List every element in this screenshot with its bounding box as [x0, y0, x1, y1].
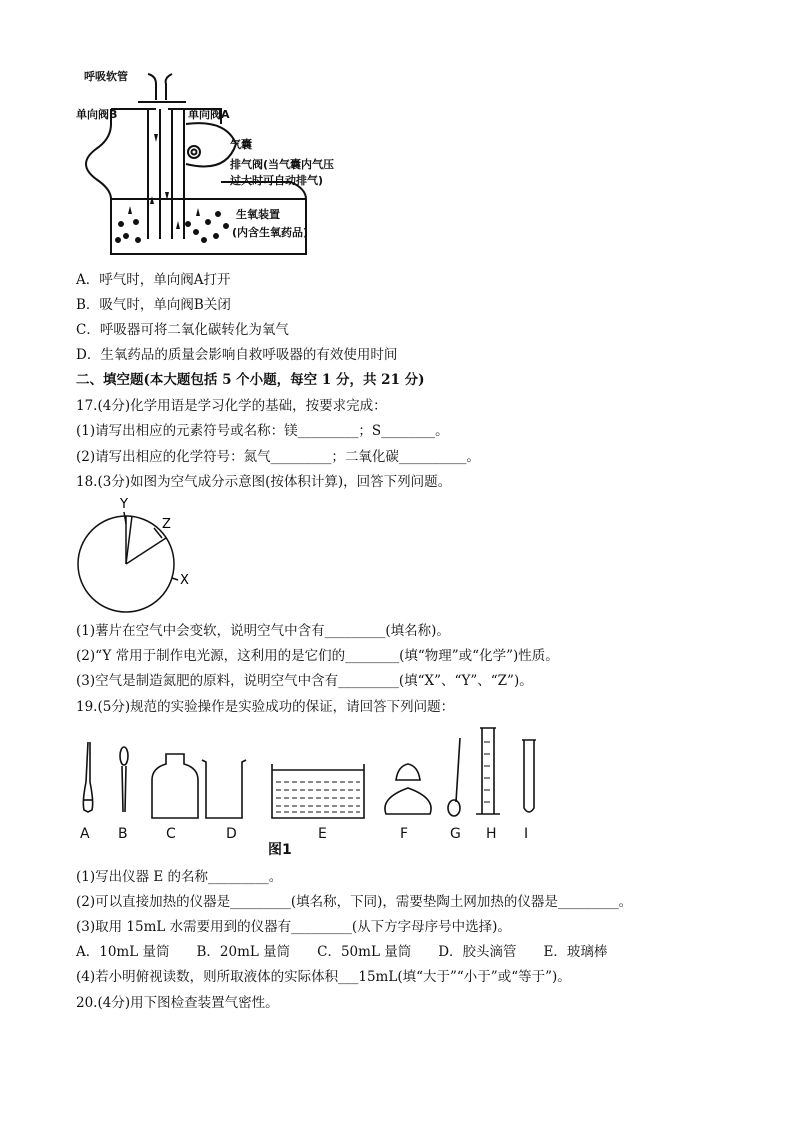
q16-option-a: A．呼气时，单向阀A打开 — [76, 272, 231, 288]
q19-part-4: (4)若小明俯视读数，则所取液体的实际体积___15mL(填“大于”“小于”或“等于”)。 — [76, 969, 571, 985]
q16-option-b: B．吸气时，单向阀B关闭 — [76, 297, 231, 313]
instrument-c-label: C — [166, 826, 176, 842]
valve-b-label: 单向阀B — [76, 108, 118, 121]
hose-label: 呼吸软管 — [84, 70, 128, 83]
q19-part-3: (3)取用 15mL 水需要用到的仪器有_________(从下方字母序号中选择)。 — [76, 919, 511, 935]
q18-part-1: (1)薯片在空气中会变软，说明空气中含有_________(填名称)。 — [76, 623, 450, 639]
oxygen-label-2: (内含生氧药品) — [232, 226, 309, 239]
q17-stem: 17.(4分)化学用语是学习化学的基础，按要求完成： — [76, 398, 387, 414]
breathing-apparatus-figure — [76, 64, 366, 264]
q16-option-d: D．生氧药品的质量会影响自救呼吸器的有效使用时间 — [76, 347, 398, 363]
q20-stem: 20.(4分)用下图检查装置气密性。 — [76, 995, 279, 1011]
pie-label-x: X — [180, 573, 189, 588]
exhaust-label-1: 排气阀(当气囊内气压 — [230, 158, 335, 171]
section-2-title: 二、填空题(本大题包括 5 个小题，每空 1 分，共 21 分) — [76, 372, 425, 388]
instrument-g-label: G — [450, 826, 461, 842]
lab-instruments-drawing — [76, 722, 546, 862]
pie-label-z: Z — [162, 517, 171, 532]
instrument-i-label: I — [524, 826, 529, 842]
air-composition-figure — [76, 494, 206, 616]
instrument-d-label: D — [226, 826, 237, 842]
instrument-a-label: A — [80, 826, 90, 842]
air-pie-drawing — [76, 494, 206, 616]
instrument-f-label: F — [400, 826, 409, 842]
q16-option-c: C．呼吸器可将二氧化碳转化为氧气 — [76, 322, 289, 338]
q18-part-2: (2)“Y 常用于制作电光源，这利用的是它们的________(填“物理”或“化学”)性质。 — [76, 648, 559, 664]
instrument-b-label: B — [118, 826, 128, 842]
q18-stem: 18.(3分)如图为空气成分示意图(按体积计算)，回答下列问题。 — [76, 474, 452, 490]
lab-instruments-figure — [76, 722, 546, 862]
pie-label-y: Y — [120, 497, 128, 512]
q17-part-1: (1)请写出相应的元素符号或名称：镁_________；S________。 — [76, 423, 449, 439]
bag-label: 气囊 — [230, 138, 252, 151]
q19-stem: 19.(5分)规范的实验操作是实验成功的保证，请回答下列问题： — [76, 699, 455, 715]
figure-1-caption: 图1 — [268, 842, 292, 858]
q19-part-3-options: A．10mL 量筒 B．20mL 量筒 C．50mL 量筒 D．胶头滴管 E．玻璃棒 — [76, 944, 608, 960]
instrument-h-label: H — [486, 826, 497, 842]
oxygen-label-1: 生氧装置 — [236, 208, 280, 221]
q18-part-3: (3)空气是制造氮肥的原料，说明空气中含有_________(填“X”、“Y”、“Z”)。 — [76, 673, 533, 689]
q19-part-1: (1)写出仪器 E 的名称_________。 — [76, 869, 283, 885]
valve-a-label: 单向阀A — [188, 108, 230, 121]
q19-part-2: (2)可以直接加热的仪器是_________(填名称，下同)，需要垫陶土网加热的仪器是_________。 — [76, 894, 633, 910]
exhaust-label-2: 过大时可自动排气) — [230, 174, 324, 187]
instrument-e-label: E — [318, 826, 327, 842]
q17-part-2: (2)请写出相应的化学符号：氮气_________；二氧化碳__________。 — [76, 449, 480, 465]
